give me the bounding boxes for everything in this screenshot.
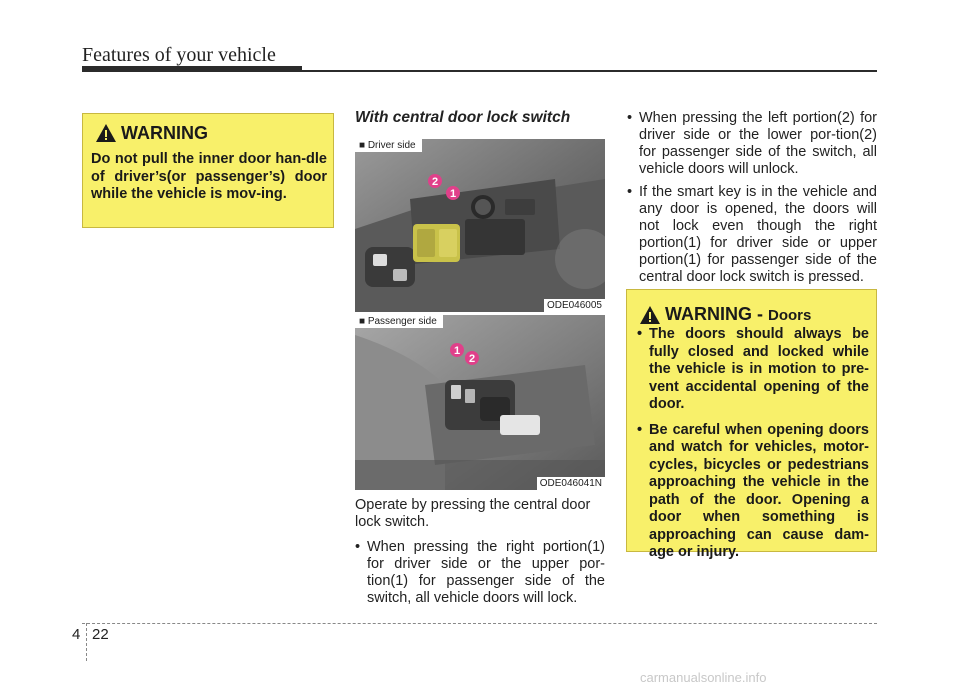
warning-subtitle: Doors <box>768 307 812 324</box>
callout-1-icon <box>445 185 461 201</box>
warning-box-doors <box>626 289 877 560</box>
intro-paragraph: Operate by pressing the central door lock switch. <box>355 497 591 530</box>
warning-title-label: WARNING - <box>665 304 768 324</box>
svg-text:2: 2 <box>431 176 439 188</box>
warning-title: WARNING <box>121 123 208 143</box>
page-header-title: Features of your vehicle <box>82 44 276 66</box>
photo-label-passenger-side: ■ Passenger side <box>355 315 443 328</box>
warning-text: Do not pull the inner door han-dle of driver’s(or passenger’s) door while the vehicle is mov-ing. <box>91 151 327 202</box>
driver-side-switch-photo <box>355 139 605 312</box>
warning-triangle-icon <box>95 123 117 143</box>
warning-item: • The doors should always be fully closed and locked while the vehicle is in motion to pre-vent accidental opening of the door. <box>637 326 869 414</box>
header-bar <box>82 66 302 72</box>
watermark: carmanualsonline.info <box>640 670 767 685</box>
warning-title <box>665 304 811 325</box>
callout-2-icon <box>427 173 443 189</box>
svg-text:2: 2 <box>468 353 476 365</box>
svg-text:1: 1 <box>449 188 457 200</box>
bullet-unlock: • When pressing the left portion(2) for driver side or the lower por-tion(2) for passenger side of the switch, all vehicle doors will unlock. <box>627 110 877 178</box>
right-column-text <box>627 110 877 286</box>
warning-item: • Be careful when opening doors and watch for vehicles, motor-cycles, bicycles or pedestrians approaching the vehicle in the path of the door. Opening a door when something is approaching can cause dam-age or injury. <box>637 422 869 562</box>
callout-2-icon <box>464 350 480 366</box>
footer-rule <box>82 623 877 624</box>
photo-code: ODE046005 <box>544 299 605 312</box>
warning-box-door-handle <box>82 113 334 228</box>
warning-triangle-icon <box>639 305 661 325</box>
header-rule <box>302 70 877 72</box>
intro-paragraph-block <box>355 497 605 607</box>
section-heading: With central door lock switch <box>355 109 571 126</box>
photo-label-driver-side: ■ Driver side <box>355 139 422 152</box>
page-number: 22 <box>92 626 109 643</box>
passenger-side-switch-photo <box>355 315 605 490</box>
footer-separator <box>86 623 87 661</box>
bullet-lock: • When pressing the right portion(1) for driver side or the upper por-tion(1) for passenger side of the switch, all vehicle doors will lock. <box>355 539 605 607</box>
svg-text:1: 1 <box>453 345 461 357</box>
bullet-smart-key: • If the smart key is in the vehicle and any door is opened, the doors will not lock even though the right portion(1) for driver side or upper portion(1) for passenger side of the central door lock switch is pressed. <box>627 184 877 286</box>
photo-code: ODE046041N <box>537 477 605 490</box>
chapter-number: 4 <box>72 626 81 643</box>
callout-1-icon <box>449 342 465 358</box>
